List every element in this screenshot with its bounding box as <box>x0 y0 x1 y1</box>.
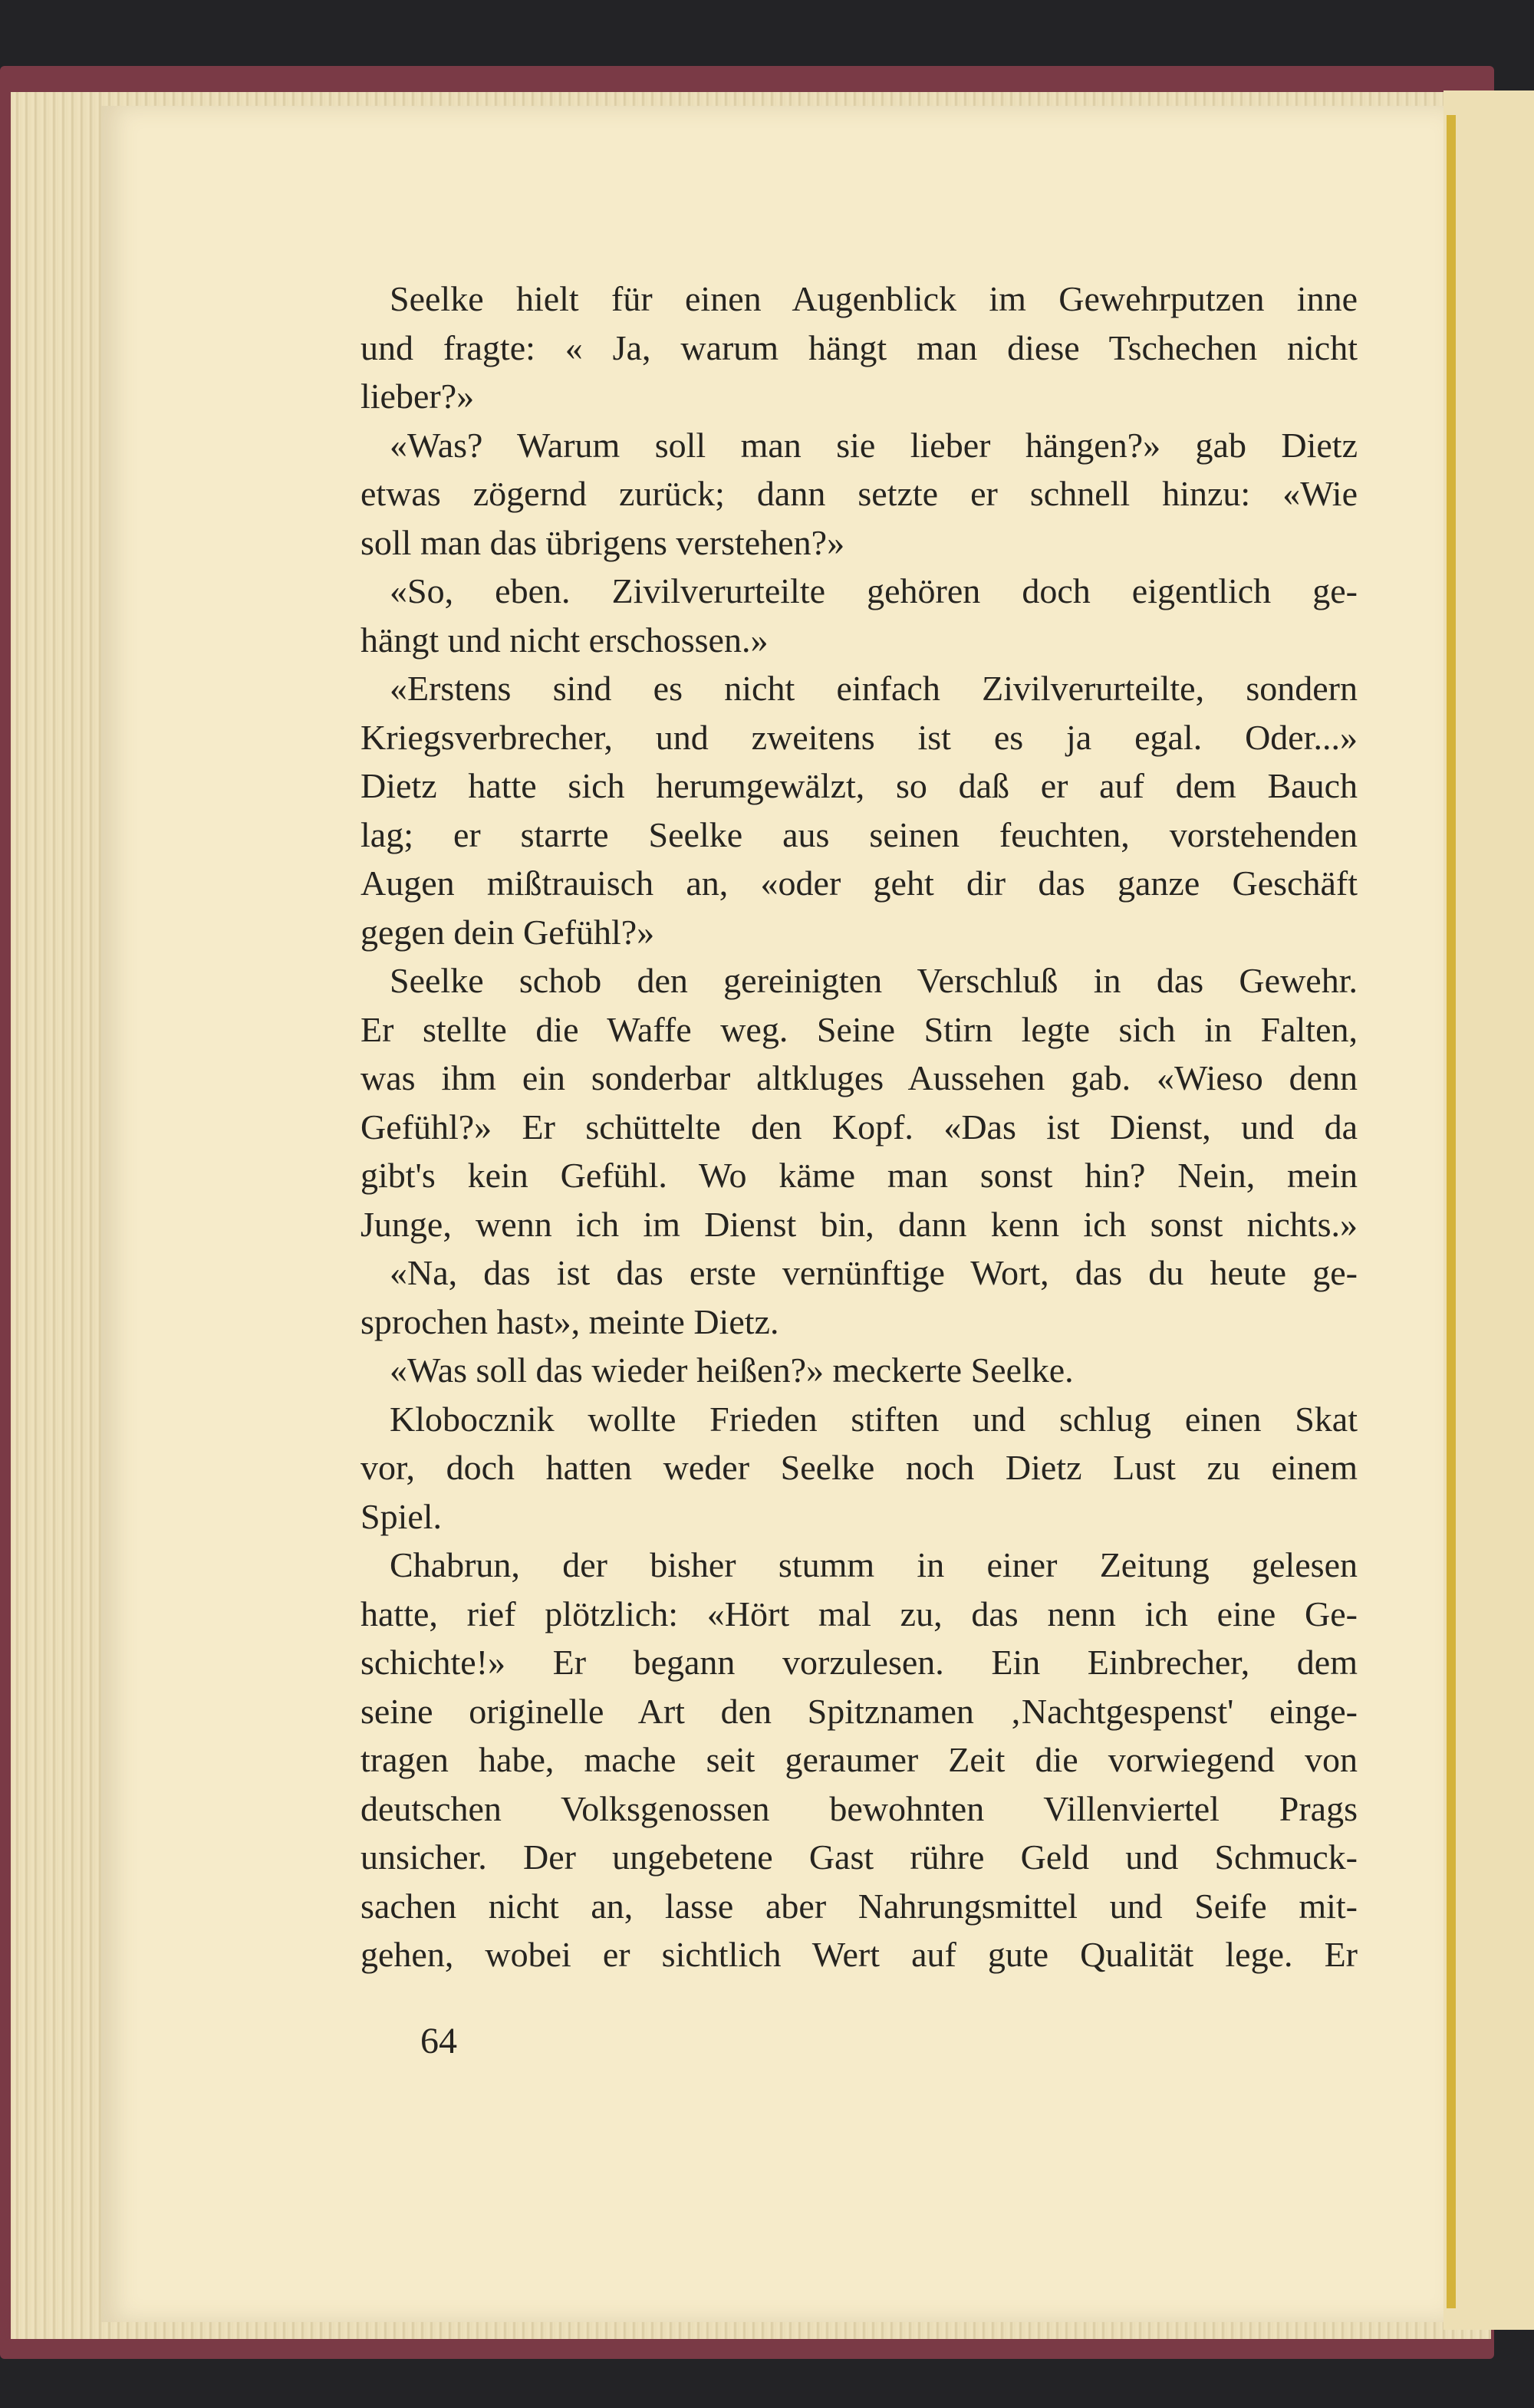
text-line: deutschen Volksgenossen bewohnten Villenviertel Prags <box>360 1788 1358 1828</box>
text-line: soll man das übrigens verstehen?» <box>360 522 845 562</box>
text-line: hatte, rief plötzlich: «Hört mal zu, das nenn ich eine Ge- <box>360 1594 1358 1633</box>
text-line: Er stellte die Waffe weg. Seine Stirn legte sich in Falten, <box>360 1009 1358 1049</box>
text-line: sachen nicht an, lasse aber Nahrungsmittel und Seife mit- <box>360 1886 1358 1926</box>
text-line: Kriegsverbrecher, und zweitens ist es ja egal. Oder...» <box>360 717 1358 757</box>
text-line: Seelke hielt für einen Augenblick im Gewehrputzen inne <box>390 279 1358 318</box>
text-line: «Was? Warum soll man sie lieber hängen?» gab Dietz <box>390 425 1358 465</box>
text-line: lag; er starrte Seelke aus seinen feuchten, vorstehenden <box>360 814 1358 854</box>
text-line: und fragte: « Ja, warum hängt man diese Tschechen nicht <box>360 327 1358 367</box>
text-line: tragen habe, mache seit geraumer Zeit die vorwiegend von <box>360 1740 1358 1779</box>
text-line: «Na, das ist das erste vernünftige Wort, das du heute ge- <box>390 1253 1358 1292</box>
text-line: gegen dein Gefühl?» <box>360 912 655 952</box>
text-line: seine originelle Art den Spitznamen ‚Nachtgespenst' einge- <box>360 1691 1358 1731</box>
text-line: «Was soll das wieder heißen?» meckerte Seelke. <box>390 1350 1074 1390</box>
text-line: gibt's kein Gefühl. Wo käme man sonst hin? Nein, mein <box>360 1156 1358 1195</box>
text-line: Spiel. <box>360 1496 443 1536</box>
text-line: unsicher. Der ungebetene Gast rühre Geld und Schmuck- <box>360 1837 1358 1877</box>
text-line: vor, doch hatten weder Seelke noch Dietz Lust zu einem <box>360 1448 1358 1487</box>
text-line: Klobocznik wollte Frieden stiften und schlug einen Skat <box>390 1399 1358 1439</box>
text-line: sprochen hast», meinte Dietz. <box>360 1301 779 1341</box>
facing-page-edge <box>1443 90 1534 2330</box>
text-line: «Erstens sind es nicht einfach Zivilverurteilte, sondern <box>390 669 1358 708</box>
text-line: Dietz hatte sich herumgewälzt, so daß er auf dem Bauch <box>360 766 1358 805</box>
text-line: Augen mißtrauisch an, «oder geht dir das ganze Geschäft <box>360 864 1358 903</box>
page-edge-stain <box>1447 115 1456 2308</box>
text-line: «So, eben. Zivilverurteilte gehören doch eigentlich ge- <box>390 571 1358 610</box>
text-line: hängt und nicht erschossen.» <box>360 620 769 660</box>
text-line: lieber?» <box>360 377 475 416</box>
text-line: Junge, wenn ich im Dienst bin, dann kenn ich sonst nichts.» <box>360 1204 1358 1244</box>
page-number: 64 <box>420 2021 457 2061</box>
text-line: Chabrun, der bisher stumm in einer Zeitung gelesen <box>390 1545 1358 1584</box>
text-line: gehen, wobei er sichtlich Wert auf gute Qualität lege. Er <box>360 1935 1358 1974</box>
text-line: schichte!» Er begann vorzulesen. Ein Einbrecher, dem <box>360 1643 1358 1682</box>
text-line: Seelke schob den gereinigten Verschluß in das Gewehr. <box>390 961 1358 1000</box>
page-text <box>360 275 1358 1979</box>
text-line: etwas zögernd zurück; dann setzte er schnell hinzu: «Wie <box>360 474 1358 513</box>
text-line: was ihm ein sonderbar altkluges Aussehen gab. «Wieso denn <box>360 1058 1358 1097</box>
text-line: Gefühl?» Er schüttelte den Kopf. «Das ist Dienst, und da <box>360 1107 1358 1146</box>
